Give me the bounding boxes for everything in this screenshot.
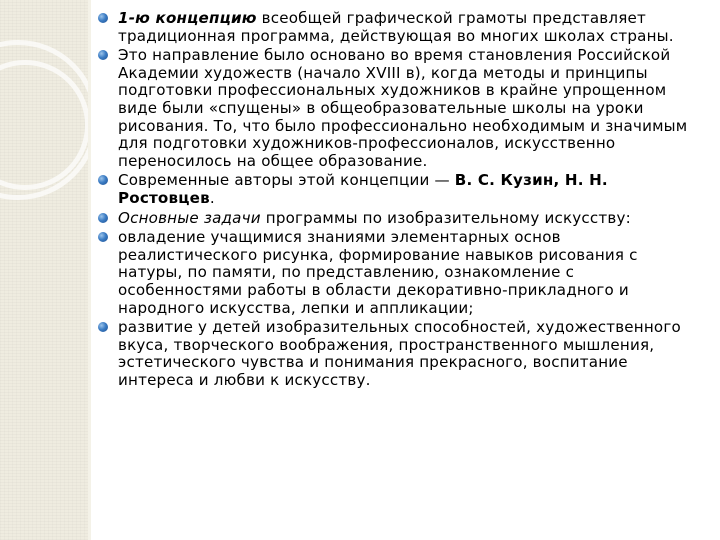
bullet-dot-icon <box>98 232 108 242</box>
bullet-dot-icon <box>98 13 108 23</box>
item-text: овладение учащимися знаниями элементарных основ реалистического рисунка, формирование навыков рисования с натуры, по памяти, по представлению, ознакомление с особенностями работы в области декоративно-прикладного и народного искусства, лепки и аппликации; <box>118 228 638 317</box>
list-item <box>98 210 698 228</box>
panel-divider <box>88 0 91 540</box>
concept-title: 1-ю концепцию <box>118 9 257 27</box>
item-text: Современные авторы этой концепции — <box>118 171 455 190</box>
list-item <box>98 10 698 45</box>
bullet-dot-icon <box>98 322 108 332</box>
list-item <box>98 172 698 207</box>
list-item <box>98 47 698 170</box>
slide-content <box>98 10 698 391</box>
list-item <box>98 229 698 317</box>
item-text: программы по изобразительному искусству: <box>260 208 631 227</box>
item-text: Это направление было основано во время становления Российской Академии художеств (начало XVIII в), когда методы и принципы подготовки профессиональных художников в крайне упрощенном виде были «спущены» в общеобразовательные школы на уроки рисования. То, что было профессионально необходимым и значимым для подготовки художников-профессионалов, искусственно переносилось на общее образование. <box>118 46 688 170</box>
bullet-list <box>98 10 698 389</box>
item-text: развитие у детей изобразительных способностей, художественного вкуса, творческого воображения, пространственного мышления, эстетического чувства и понимания прекрасного, воспитание интереса и любви к искусству. <box>118 318 681 389</box>
bullet-dot-icon <box>98 175 108 185</box>
authors-names: В. С. Кузин, Н. Н. Ростовцев <box>118 171 608 207</box>
bullet-dot-icon <box>98 50 108 60</box>
bullet-dot-icon <box>98 213 108 223</box>
tasks-heading: Основные задачи <box>118 208 261 227</box>
item-text: всеобщей графической грамоты представляет традиционная программа, действующая во многих школах страны. <box>118 9 674 45</box>
item-text-end: . <box>209 188 215 207</box>
list-item <box>98 319 698 389</box>
decorative-side-panel <box>0 0 88 540</box>
